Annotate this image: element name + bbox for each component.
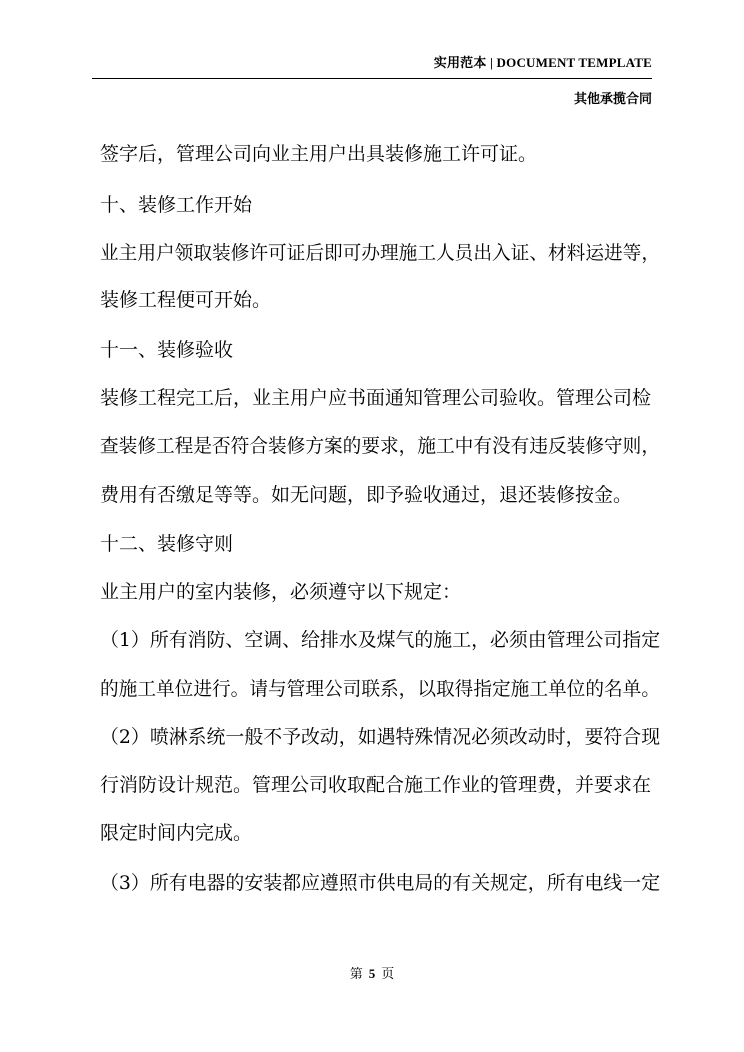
body-line: 业主用户的室内装修，必须遵守以下规定： [100, 581, 462, 603]
body-line: （3）所有电器的安装都应遵照市供电局的有关规定，所有电线一定 [100, 872, 661, 894]
body-line: 限定时间内完成。 [100, 822, 253, 844]
body-line: （2）喷淋系统一般不予改动，如遇特殊情况必须改动时，要符合现 [100, 726, 661, 748]
body-line: （1）所有消防、空调、给排水及煤气的施工，必须由管理公司指定 [100, 629, 661, 651]
section-heading: 十一、装修验收 [100, 339, 234, 361]
body-line: 费用有否缴足等等。如无问题，即予验收通过，退还装修按金。 [100, 484, 633, 506]
page-footer [0, 963, 744, 982]
body-line: 装修工程完工后，业主用户应书面通知管理公司验收。管理公司检 [100, 387, 652, 409]
body-line: 装修工程便可开始。 [100, 289, 272, 311]
body-line: 行消防设计规范。管理公司收取配合施工作业的管理费，并要求在 [100, 774, 652, 796]
section-heading: 十、装修工作开始 [100, 194, 253, 216]
header-divider [92, 78, 652, 79]
section-heading: 十二、装修守则 [100, 533, 234, 555]
body-line: 业主用户领取装修许可证后即可办理施工人员出入证、材料运进等， [100, 242, 661, 264]
body-line: 查装修工程是否符合装修方案的要求，施工中有没有违反装修守则， [100, 435, 661, 457]
body-line: 的施工单位进行。请与管理公司联系，以取得指定施工单位的名单。 [100, 678, 661, 700]
page-prefix: 第 [349, 966, 363, 981]
header-subtitle: 其他承揽合同 [573, 91, 652, 106]
body-line: 签字后，管理公司向业主用户出具装修施工许可证。 [100, 143, 538, 165]
page-number: 5 [368, 966, 376, 981]
page-suffix: 页 [381, 966, 395, 981]
header-title: 实用范本 | DOCUMENT TEMPLATE [433, 55, 652, 70]
